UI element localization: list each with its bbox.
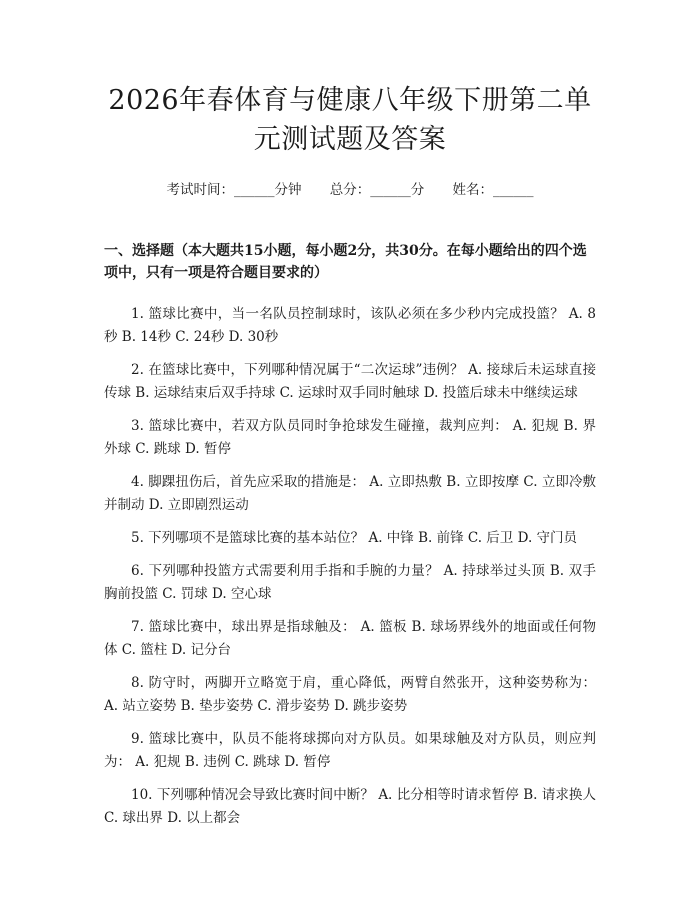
question-item: 9. 篮球比赛中，队员不能将球掷向对方队员。如果球触及对方队员，则应判为： A. 犯规 B. 违例 C. 跳球 D. 暂停 [104,731,596,770]
section-heading: 一、选择题（本大题共15小题，每小题2分，共30分。在每小题给出的四个选项中，只有一项是符合题目要求的） [104,243,587,281]
question-item: 7. 篮球比赛中，球出界是指球触及： A. 篮板 B. 球场界线外的地面或任何物体 C. 篮柱 D. 记分台 [104,619,596,658]
question-item: 8. 防守时，两脚开立略宽于肩，重心降低，两臂自然张开，这种姿势称为： A. 站立姿势 B. 垫步姿势 C. 滑步姿势 D. 跳步姿势 [104,675,596,714]
question-list [104,303,596,830]
page-title: 2026年春体育与健康八年级下册第二单元测试题及答案 [108,85,592,155]
question-item: 3. 篮球比赛中，若双方队员同时争抢球发生碰撞，裁判应判： A. 犯规 B. 界外球 C. 跳球 D. 暂停 [104,418,596,457]
question-item: 1. 篮球比赛中，当一名队员控制球时，该队必须在多少秒内完成投篮？ A. 8秒 B. 14秒 C. 24秒 D. 30秒 [104,306,596,345]
question-item: 10. 下列哪种情况会导致比赛时间中断？ A. 比分相等时请求暂停 B. 请求换人 C. 球出界 D. 以上都会 [104,787,596,826]
exam-meta [104,180,596,200]
student-name-field: 姓名：______ [452,182,534,198]
question-item: 5. 下列哪项不是篮球比赛的基本站位？ A. 中锋 B. 前锋 C. 后卫 D. 守门员 [131,530,578,546]
question-item: 6. 下列哪种投篮方式需要利用手指和手腕的力量？ A. 持球举过头顶 B. 双手胸前投篮 C. 罚球 D. 空心球 [104,563,596,602]
question-item: 4. 脚踝扭伤后，首先应采取的措施是： A. 立即热敷 B. 立即按摩 C. 立即冷敷并制动 D. 立即剧烈运动 [104,474,596,513]
total-score-field: 总分：______分 [329,182,425,198]
question-item: 2. 在篮球比赛中，下列哪种情况属于“二次运球”违例？ A. 接球后未运球直接传球 B. 运球结束后双手持球 C. 运球时双手同时触球 D. 投篮后球未中继续运球 [104,362,596,401]
exam-time-field: 考试时间：______分钟 [166,182,302,198]
